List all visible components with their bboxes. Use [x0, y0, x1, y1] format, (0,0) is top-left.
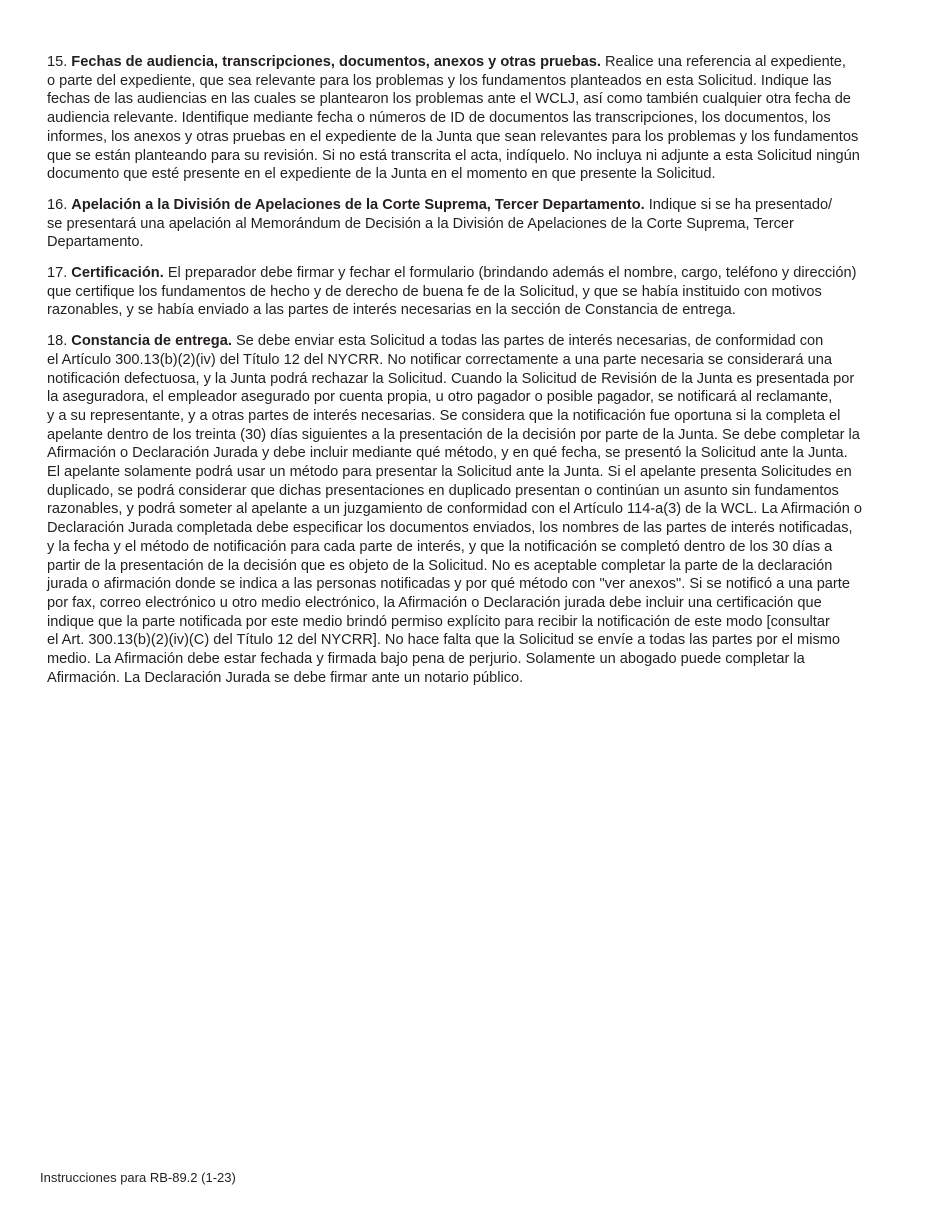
instructions-content: [47, 53, 919, 700]
section-body: Se debe enviar esta Solicitud a todas las partes de interés necesarias, de conformidad con el Artículo 300.13(b)(2)(iv) del Título 12 del NYCRR. No notificar correctamente a una parte necesaria se considerará una notificación defectuosa, y la Junta podrá rechazar la Solicitud. Cuando la Solicitud de Revisión de la Junta es presentada por la aseguradora, el empleador asegurado por cuenta propia, u otro pagador o posible pagador, se notificará al reclamante, y a su representante, y a otras partes de interés necesarias. Se considera que la notificación fue oportuna si la completa el apelante dentro de los treinta (30) días siguientes a la presentación de la decisión por parte de la Junta. Se debe completar la Afirmación o Declaración Jurada y debe incluir mediante qué método, y en qué fecha, se presentó la Solicitud ante la Junta. El apelante solamente podrá usar un método para presentar la Solicitud ante la Junta. Si el apelante presenta Solicitudes en duplicado, se podrá considerar que dichas presentaciones en duplicado presentan o continúan un asunto sin fundamentos razonables, y podrá someter al apelante a un juzgamiento de conformidad con el Artículo 114-a(3) de la WCL. La Afirmación o Declaración Jurada completada debe especificar los documentos enviados, los nombres de las partes de interés notificadas, y la fecha y el método de notificación para cada parte de interés, y que la notificación se completó dentro de los 30 días a partir de la presentación de la decisión que es objeto de la Solicitud. No es aceptable completar la parte de la declaración jurada o afirmación donde se indica a las personas notificadas y por qué método con "ver anexos". Si se notificó a una parte por fax, correo electrónico u otro medio electrónico, la Afirmación o Declaración jurada debe incluir una certificación que indique que la parte notificada por este medio brindó permiso explícito para recibir la notificación de este modo [consultar el Art. 300.13(b)(2)(iv)(C) del Título 12 del NYCRR]. No hace falta que la Solicitud se envíe a todas las partes por el mismo medio. La Afirmación debe estar fechada y firmada bajo pena de perjurio. Solamente un abogado puede completar la Afirmación. La Declaración Jurada se debe firmar ante un notario público.: [47, 333, 863, 686]
section-heading: Fechas de audiencia, transcripciones, documentos, anexos y otras pruebas.: [71, 54, 601, 70]
section-heading: Apelación a la División de Apelaciones de la Corte Suprema, Tercer Departamento.: [71, 196, 645, 213]
section-body: Realice una referencia al expediente, o parte del expediente, que sea relevante para los problemas y los fundamentos planteados en esta Solicitud. Indique las fechas de las audiencias en las cuales se plantearon los problemas ante el WCLJ, así como también cualquier otra fecha de audiencia relevante. Identifique mediante fecha o números de ID de documentos las transcripciones, los documentos, los informes, los anexos y otras pruebas en el expediente de la Junta que sean relevantes para los problemas y los fundamentos que se están planteando para su revisión. Si no está transcrita el acta, indíquelo. No incluya ni adjunte a esta Solicitud ningún documento que esté presente en el expediente de la Junta en el momento en que presente la Solicitud.: [47, 54, 860, 183]
section-heading: Constancia de entrega.: [71, 333, 232, 350]
section-17: [47, 264, 919, 320]
section-number: 16.: [47, 196, 68, 213]
section-15: [47, 53, 919, 184]
section-body: El preparador debe firmar y fechar el formulario (brindando además el nombre, cargo, teléfono y dirección) que certifique los fundamentos de hecho y de derecho de buena fe de la Solicitud, y que se había instituido con motivos razonables, y se había enviado a las partes de interés necesarias en la sección de Constancia de entrega.: [47, 265, 857, 319]
section-16: [47, 196, 919, 252]
section-number: 15.: [47, 54, 68, 70]
section-18: [47, 332, 919, 687]
section-body: Indique si se ha presentado/ se presentará una apelación al Memorándum de Decisión a la División de Apelaciones de la Corte Suprema, Tercer Departamento.: [47, 196, 833, 251]
form-footer-id: Instrucciones para RB-89.2 (1-23): [40, 1170, 236, 1185]
section-number: 18.: [47, 333, 68, 350]
section-heading: Certificación.: [71, 265, 164, 282]
section-number: 17.: [47, 265, 68, 282]
